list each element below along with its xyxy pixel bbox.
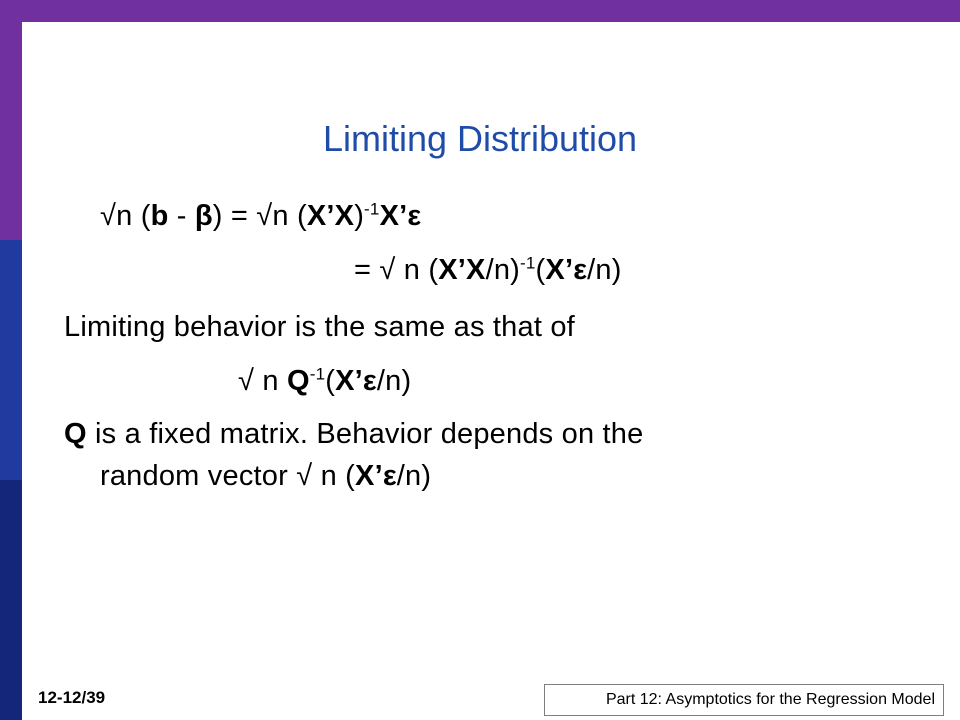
course-footer: Part 12: Asymptotics for the Regression Model bbox=[544, 684, 944, 716]
equation-line-2: = √ n (X’X/n)$^{-1}$(X’ε/n) bbox=[354, 253, 622, 286]
slide-number: 12-12/39 bbox=[38, 688, 106, 707]
text-line-3: Limiting behavior is the same as that of bbox=[64, 311, 575, 343]
text-line-5: Q is a fixed matrix. Behavior depends on the bbox=[64, 418, 644, 450]
text-line-6: random vector √ n (X’ε/n) bbox=[100, 460, 432, 492]
left-bar-navy bbox=[0, 480, 22, 720]
slide-title: Limiting Distribution bbox=[322, 118, 638, 159]
left-bar-blue bbox=[0, 240, 22, 480]
top-bar bbox=[0, 0, 960, 22]
equation-line-4: √ n $Q^{-1}(X’\varepsilon/n)$ bbox=[238, 364, 412, 397]
equation-line-1: √n (b - β) = √n (X’X)$^{-1}$X’ε bbox=[100, 199, 422, 232]
